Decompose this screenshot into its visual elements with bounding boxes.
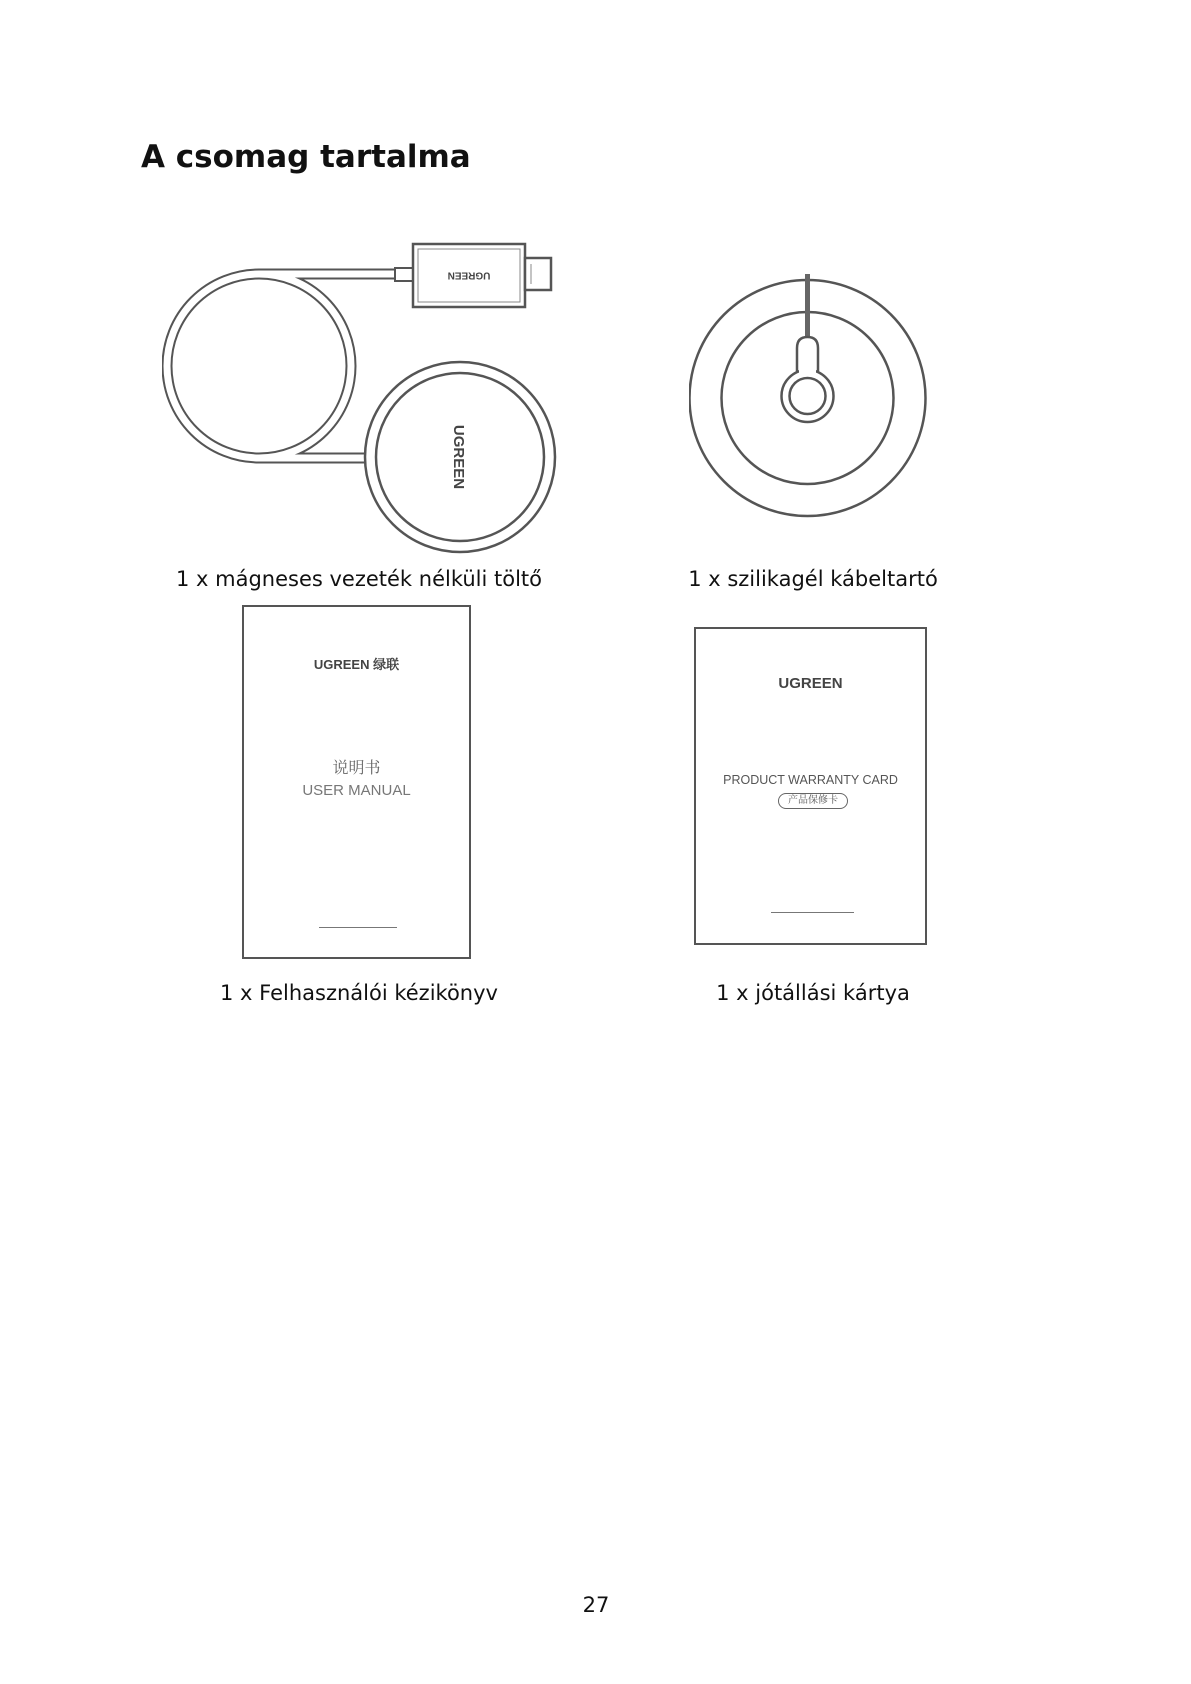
page-title: A csomag tartalma [141, 139, 471, 175]
warranty-card-illustration [694, 627, 927, 945]
user-manual-illustration [242, 605, 471, 959]
page-number: 27 [582, 1593, 610, 1617]
plug-brand-label: UGREEN [447, 269, 491, 281]
caption-user-manual: 1 x Felhasználói kézikönyv [220, 981, 498, 1005]
warranty-title-en: PRODUCT WARRANTY CARD [723, 773, 898, 787]
warranty-brand-logo: UGREEN [778, 675, 843, 692]
manual-title-cn: 说明书 [332, 760, 381, 777]
charger-illustration [162, 242, 562, 557]
puck-brand-label: UGREEN [450, 424, 468, 490]
manual-brand-logo: UGREEN 绿联 [313, 657, 400, 672]
caption-warranty-card: 1 x jótállási kártya [716, 981, 910, 1005]
caption-charger: 1 x mágneses vezeték nélküli töltő [175, 567, 542, 591]
warranty-divider [771, 912, 854, 913]
manual-title-en: USER MANUAL [302, 782, 411, 799]
manual-divider [319, 927, 397, 928]
caption-cable-holder: 1 x szilikagél kábeltartó [688, 567, 938, 591]
warranty-title-cn: 产品保修卡 [778, 793, 848, 809]
cable-holder-illustration [689, 274, 929, 524]
